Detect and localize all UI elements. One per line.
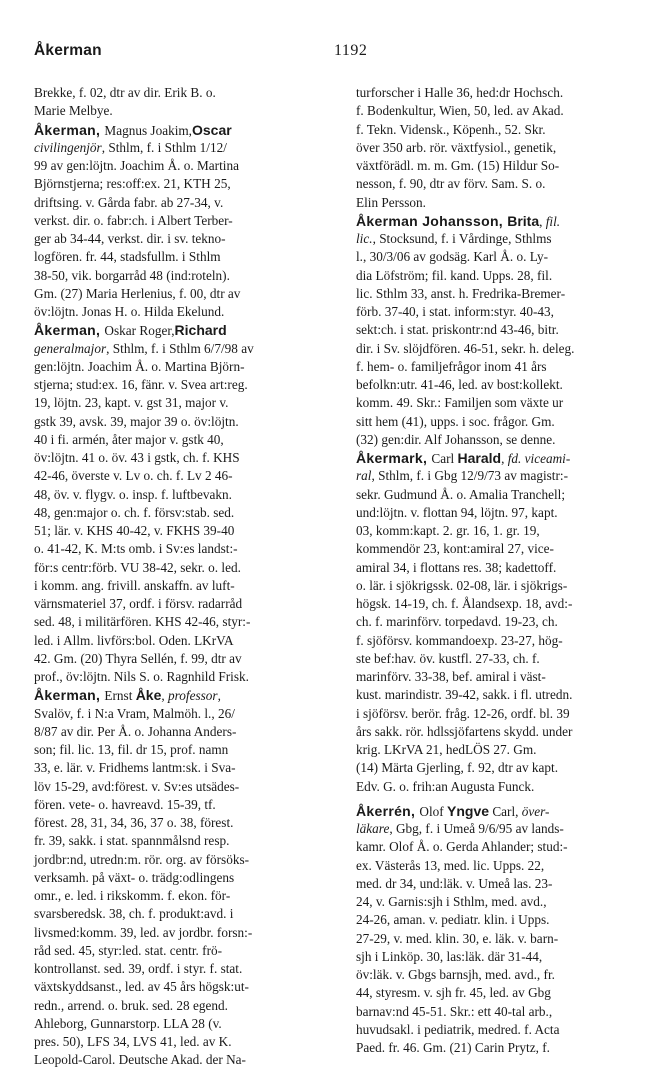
text-line — [356, 340, 656, 358]
line-text: 03, komm:kapt. 2. gr. 16, 1. gr. 19, — [356, 523, 540, 538]
text-line — [34, 248, 339, 266]
line-text: f. Tekn. Vidensk., Köpenh., 52. Skr. — [356, 121, 546, 137]
entry-forename: Oskar Roger, — [104, 323, 175, 339]
line-text: Edv. G. o. frih:an Augusta Funck. — [356, 778, 535, 794]
text-line — [356, 705, 656, 723]
entry-forename: Carl, — [489, 803, 522, 819]
text-line — [356, 1021, 656, 1039]
line-text: 42. Gm. (20) Thyra Sellén, f. 99, dtr av — [34, 650, 242, 666]
text-line — [356, 759, 656, 777]
separator-text: , — [501, 451, 508, 466]
text-line — [356, 857, 656, 875]
line-text: 24-26, aman. v. pediatr. klin. i Upps. — [356, 912, 550, 928]
entry-occupation: professor — [168, 688, 218, 704]
text-line — [34, 340, 339, 358]
line-text: led. i Allm. livförs:bol. Oden. LKrVA — [34, 632, 234, 648]
line-text: 19, löjtn. 23, kapt. v. gst 31, major v. — [34, 395, 229, 411]
text-line — [356, 875, 656, 893]
line-text: l., 30/3/06 av godsäg. Karl Å. o. Ly- — [356, 249, 549, 265]
line-text: öv:läk. v. Gbgs barnsjh, med. avd., fr. — [356, 967, 555, 982]
text-line — [356, 632, 656, 650]
text-line — [356, 194, 656, 212]
text-line — [356, 911, 656, 929]
line-text: huvudsakl. i pediatrik, medred. f. Acta — [356, 1021, 560, 1037]
text-line — [34, 540, 339, 558]
separator-text: , — [539, 213, 546, 229]
entry-heading-line — [356, 212, 656, 230]
line-text: verkst. dir. o. fabr:ch. i Albert Terber- — [34, 212, 233, 228]
line-text: ger ab 34-44, verkst. dir. i sv. tekno- — [34, 231, 226, 246]
text-line — [356, 948, 656, 966]
line-text: Svalöv, f. i N:a Vram, Malmöh. l., 26/ — [34, 705, 235, 721]
line-text: amiral 34, i flottans res. 38; kadettoff. — [356, 559, 557, 575]
line-text: växtförädl. m. m. Gm. (15) Hildur So- — [356, 158, 560, 173]
line-text: 33, e. lär. v. Fridhems lantm:sk. i Sva- — [34, 760, 236, 776]
text-line — [356, 248, 656, 266]
text-line — [34, 796, 339, 814]
line-text: kontrollanst. sed. 39, ordf. i styr. f. stat. — [34, 961, 243, 976]
line-text: sjh i Linköp. 30, las:läk. där 31-44, — [356, 948, 543, 964]
text-line — [356, 559, 656, 577]
line-text: 44, styresm. v. sjh fr. 45, led. av Gbg — [356, 985, 551, 1001]
text-line — [356, 577, 656, 595]
text-line — [356, 650, 656, 668]
text-line — [34, 212, 339, 230]
text-line — [356, 778, 656, 796]
line-text: logfören. fr. 44, stadsfullm. i Sthlm — [34, 249, 221, 265]
text-line — [34, 194, 339, 212]
line-text: krig. LKrVA 21, hedLÖS 27. Gm. — [356, 742, 537, 757]
line-text: barnav:nd 45-51. Skr.: ett 40-tal arb., — [356, 1003, 553, 1019]
text-line — [34, 814, 339, 832]
line-text: lic. Sthlm 33, anst. h. Fredrika-Bremer- — [356, 285, 566, 301]
line-text: o. 41-42, K. M:ts omb. i Sv:es landst:- — [34, 541, 238, 557]
line-text: svarsberedsk. 38, ch. f. produkt:avd. i — [34, 906, 234, 922]
text-line — [34, 723, 339, 741]
line-text: i komm. ang. frivill. anskaffn. av luft- — [34, 577, 235, 593]
line-text: , Sthlm, f. i Gbg 12/9/73 av magistr:- — [371, 468, 568, 484]
text-line — [356, 595, 656, 613]
text-line — [356, 121, 656, 139]
text-line — [356, 966, 656, 984]
text-line — [356, 613, 656, 631]
text-line — [34, 851, 339, 869]
line-text: stjerna; stud:ex. 16, fänr. v. Svea art:reg. — [34, 377, 248, 392]
line-text: sekt:ch. i stat. priskontr:nd 43-46, bitr. — [356, 322, 559, 338]
text-line — [356, 394, 656, 412]
text-line — [34, 613, 339, 631]
line-text: redn., arrend. o. bruk. sed. 28 egend. — [34, 997, 228, 1013]
line-text: prof., öv:löjtn. Nils S. o. Ragnhild Frisk. — [34, 669, 249, 684]
text-line — [34, 449, 339, 467]
text-line — [34, 705, 339, 723]
text-line — [34, 595, 339, 613]
text-line — [34, 431, 339, 449]
line-text: gen:löjtn. Joachim Å. o. Martina Björn- — [34, 358, 245, 374]
line-text: ch. f. marinförv. torpedavd. 19-23, ch. — [356, 614, 558, 630]
text-line — [356, 540, 656, 558]
text-line — [34, 1015, 339, 1033]
line-text: Björnstjerna; res:off:ex. 21, KTH 25, — [34, 176, 231, 192]
line-text: Brekke, f. 02, dtr av dir. Erik B. o. — [34, 85, 216, 100]
entry-surname: Åkerman, — [34, 322, 105, 339]
entry-given-name: Oscar — [192, 121, 232, 138]
page-header — [34, 42, 654, 66]
text-line — [356, 984, 656, 1002]
text-line — [356, 686, 656, 704]
text-line — [356, 230, 656, 248]
entry-heading-line — [34, 321, 339, 339]
line-text: löv 15-29, avd:förest. v. Sv:es utsädes- — [34, 778, 240, 794]
text-line — [34, 960, 339, 978]
text-line — [34, 285, 339, 303]
entry-heading-line — [356, 449, 656, 467]
text-line — [34, 869, 339, 887]
text-line — [34, 650, 339, 668]
line-text: (32) gen:dir. Alf Johansson, se denne. — [356, 431, 556, 447]
text-line — [34, 413, 339, 431]
entry-heading-line — [34, 686, 339, 704]
text-line — [34, 102, 339, 120]
line-text: Gm. (27) Maria Herlenius, f. 00, dtr av — [34, 285, 241, 301]
line-text: 99 av gen:löjtn. Joachim Å. o. Martina — [34, 158, 239, 173]
line-text: 8/87 av dir. Per Å. o. Johanna Anders- — [34, 723, 237, 739]
line-text: kust. marindistr. 39-42, sakk. i fl. utredn. — [356, 687, 573, 703]
italic-text: civilingenjör — [34, 139, 102, 155]
line-text: , Gbg, f. i Umeå 9/6/95 av lands- — [389, 821, 564, 836]
text-line — [34, 157, 339, 175]
text-line — [356, 723, 656, 741]
text-line — [34, 267, 339, 285]
text-line — [34, 358, 339, 376]
text-line — [34, 486, 339, 504]
line-text: för:s centr:förb. VU 38-42, sekr. o. led. — [34, 559, 241, 575]
text-line — [34, 832, 339, 850]
entry-given-name: Åke — [135, 687, 162, 704]
text-line — [356, 930, 656, 948]
line-text: 24, v. Garnis:sjh i Sthlm, med. avd., — [356, 894, 547, 909]
entry-given-name: Harald — [457, 450, 502, 466]
line-text: , Stocksund, f. i Vårdinge, Sthlms — [372, 231, 552, 246]
line-text: fören. vete- o. havreavd. 15-39, tf. — [34, 796, 216, 812]
line-text: f. Bodenkultur, Wien, 50, led. av Akad. — [356, 103, 564, 119]
text-line — [34, 577, 339, 595]
line-text: befolkn:utr. 41-46, led. av bost:kollekt. — [356, 377, 563, 392]
entry-forename: Carl — [431, 451, 458, 466]
italic-text: generalmajor — [34, 340, 107, 356]
text-line — [356, 504, 656, 522]
entry-forename: Magnus Joakim, — [104, 122, 192, 138]
page-number: 1192 — [334, 42, 368, 59]
line-text: driftsing. v. Gårda fabr. ab 27-34, v. — [34, 194, 224, 210]
entry-given-name: Yngve — [447, 802, 490, 819]
line-text: sed. 48, i militärfören. KHS 42-46, styr:- — [34, 614, 251, 630]
text-line — [34, 84, 339, 102]
line-text: dia Löfström; fil. kand. Upps. 28, fil. — [356, 267, 553, 283]
text-line — [356, 820, 656, 838]
text-line — [356, 522, 656, 540]
text-line — [356, 741, 656, 759]
text-line — [356, 413, 656, 431]
line-text: över 350 arb. rör. växtfysiol., genetik, — [356, 139, 557, 155]
entry-occupation: fil. — [545, 213, 561, 229]
line-text: öv:löjtn. Jonas H. o. Hilda Ekelund. — [34, 304, 225, 319]
line-text: sitt hem (41), upps. i soc. frågor. Gm. — [356, 413, 555, 429]
text-line — [356, 157, 656, 175]
entry-forename: Ernst — [104, 688, 136, 704]
line-text: (14) Märta Gjerling, f. 92, dtr av kapt. — [356, 760, 559, 776]
text-line — [34, 741, 339, 759]
line-text: råd sed. 45, styr:led. stat. centr. frö- — [34, 942, 223, 958]
text-line — [34, 175, 339, 193]
line-text: 42-46, överste v. Lv o. ch. f. Lv 2 46- — [34, 468, 233, 484]
text-line — [34, 467, 339, 485]
italic-text: ral — [356, 468, 372, 484]
line-text: nesson, f. 90, dtr av förv. Sam. S. o. — [356, 176, 546, 192]
entry-surname: Åkerrén, — [356, 802, 420, 819]
line-text: Marie Melbye. — [34, 103, 113, 119]
line-text: i sjöförsv. berör. fråg. 12-26, ordf. bl. 39 — [356, 705, 570, 721]
entry-surname: Åkerman, — [34, 121, 105, 138]
text-line — [34, 394, 339, 412]
text-line — [356, 1039, 656, 1057]
text-line — [34, 942, 339, 960]
text-line — [34, 230, 339, 248]
line-text: växtskyddsanst., led. av 45 års högsk:ut- — [34, 979, 249, 995]
line-text: und:löjtn. v. flottan 94, löjtn. 97, kapt. — [356, 504, 558, 520]
text-line — [34, 887, 339, 905]
text-line — [356, 321, 656, 339]
entry-given-name: Richard — [174, 322, 227, 339]
text-line — [34, 668, 339, 686]
line-text: ex. Västerås 13, med. lic. Upps. 22, — [356, 857, 545, 873]
line-text: sekr. Gudmund Å. o. Amalia Tranchell; — [356, 486, 566, 502]
text-line — [356, 376, 656, 394]
line-text: förb. 37-40, i stat. inform:styr. 40-43, — [356, 304, 554, 319]
text-line — [356, 838, 656, 856]
text-line — [356, 467, 656, 485]
line-text: verksamh. på växt- o. trädg:odlingens — [34, 869, 235, 885]
line-text: högsk. 14-19, ch. f. Ålandsexp. 18, avd:- — [356, 596, 573, 611]
line-text: son; fil. lic. 13, fil. dr 15, prof. namn — [34, 742, 229, 757]
line-text: , Sthlm, f. i Sthlm 1/12/ — [101, 139, 227, 155]
line-text: , — [217, 688, 221, 704]
text-line — [34, 905, 339, 923]
line-text: f. hem- o. familjefrågor inom 41 års — [356, 358, 547, 374]
line-text: kamr. Olof Å. o. Gerda Ahlander; stud:- — [356, 839, 568, 855]
text-line — [356, 267, 656, 285]
text-line — [34, 1051, 339, 1069]
text-line — [356, 303, 656, 321]
text-line — [34, 139, 339, 157]
text-line — [356, 893, 656, 911]
line-text: jordbr:nd, utredn:m. rör. org. av försöks- — [34, 851, 250, 867]
line-text: turforscher i Halle 36, hed:dr Hochsch. — [356, 85, 564, 100]
separator-text: , — [161, 688, 168, 704]
left-column — [34, 84, 339, 1070]
entry-occupation: över- — [521, 803, 550, 819]
line-text: fr. 39, sakk. i stat. spannmålsnd resp. — [34, 833, 230, 849]
entry-surname: Åkerman Johansson, — [356, 212, 508, 229]
line-text: 51; lär. v. KHS 40-42, v. FKHS 39-40 — [34, 523, 235, 538]
line-text: , Sthlm, f. i Sthlm 6/7/98 av — [106, 340, 254, 356]
text-line — [356, 431, 656, 449]
line-text: 40 i fi. armén, åter major v. gstk 40, — [34, 431, 224, 447]
italic-text: läkare — [356, 821, 390, 836]
line-text: Leopold-Carol. Deutsche Akad. der Na- — [34, 1052, 246, 1068]
text-line — [34, 376, 339, 394]
text-line — [34, 778, 339, 796]
text-line — [356, 84, 656, 102]
text-line — [34, 978, 339, 996]
text-line — [34, 759, 339, 777]
line-text: livsmed:komm. 39, led. av jordbr. forsn:- — [34, 924, 253, 940]
text-line — [34, 632, 339, 650]
line-text: kommendör 23, kont:amiral 27, vice- — [356, 541, 554, 557]
line-text: o. lär. i sjökrigssk. 02-08, lär. i sjökrigs- — [356, 577, 568, 593]
italic-text: lic. — [356, 231, 373, 246]
text-line — [356, 1003, 656, 1021]
text-line — [34, 504, 339, 522]
line-text: dir. i Sv. slöjdfören. 46-51, sekr. h. deleg. — [356, 340, 575, 356]
entry-heading-line — [356, 802, 656, 820]
entry-heading-line — [34, 121, 339, 139]
line-text: ste bef:hav. öv. kustfl. 27-33, ch. f. — [356, 650, 540, 666]
text-line — [356, 486, 656, 504]
line-text: öv:löjtn. 41 o. öv. 43 i gstk, ch. f. KHS — [34, 450, 240, 465]
line-text: Paed. fr. 46. Gm. (21) Carin Prytz, f. — [356, 1040, 550, 1055]
text-line — [356, 668, 656, 686]
text-line — [34, 303, 339, 321]
line-text: 48, gen:major o. ch. f. försv:stab. sed. — [34, 504, 235, 520]
text-line — [356, 139, 656, 157]
line-text: förest. 28, 31, 34, 36, 37 o. 38, förest. — [34, 815, 234, 830]
line-text: omr., e. led. i rikskomm. f. ekon. för- — [34, 888, 231, 903]
line-text: med. dr 34, und:läk. v. Umeå las. 23- — [356, 875, 553, 891]
line-text: komm. 49. Skr.: Familjen som växte ur — [356, 395, 564, 411]
line-text: 27-29, v. med. klin. 30, e. läk. v. barn- — [356, 930, 559, 946]
entry-occupation: fd. viceami- — [507, 451, 571, 466]
text-line — [356, 102, 656, 120]
text-line — [356, 285, 656, 303]
text-line — [34, 522, 339, 540]
line-text: 48, öv. v. flygv. o. insp. f. luftbevakn. — [34, 486, 232, 502]
right-column — [356, 84, 656, 1057]
line-text: 38-50, vik. borgarråd 48 (ind:roteln). — [34, 267, 230, 283]
line-text: års sakk. rör. hdlssjöfartens skydd. under — [356, 723, 573, 739]
text-line — [356, 358, 656, 376]
text-line — [34, 997, 339, 1015]
entry-surname: Åkerman, — [34, 687, 105, 704]
line-text: pres. 50), LFS 34, LVS 41, led. av K. — [34, 1034, 232, 1049]
text-line — [34, 559, 339, 577]
line-text: Elin Persson. — [356, 194, 426, 210]
line-text: värnsmateriel 37, ordf. i försv. radarråd — [34, 596, 243, 611]
line-text: gstk 39, avsk. 39, major 39 o. öv:löjtn. — [34, 413, 239, 429]
line-text: marinförv. 33-38, bef. amiral i väst- — [356, 669, 546, 684]
line-text: f. sjöförsv. kommandoexp. 23-27, hög- — [356, 632, 563, 648]
line-text: Ahleborg, Gunnarstorp. LLA 28 (v. — [34, 1015, 222, 1031]
running-head: Åkerman — [34, 42, 102, 59]
text-line — [356, 175, 656, 193]
text-line — [34, 924, 339, 942]
entry-surname: Åkermark, — [356, 450, 432, 466]
text-line — [34, 1033, 339, 1051]
entry-forename: Olof — [419, 803, 448, 819]
entry-given-name: Brita — [507, 212, 540, 229]
